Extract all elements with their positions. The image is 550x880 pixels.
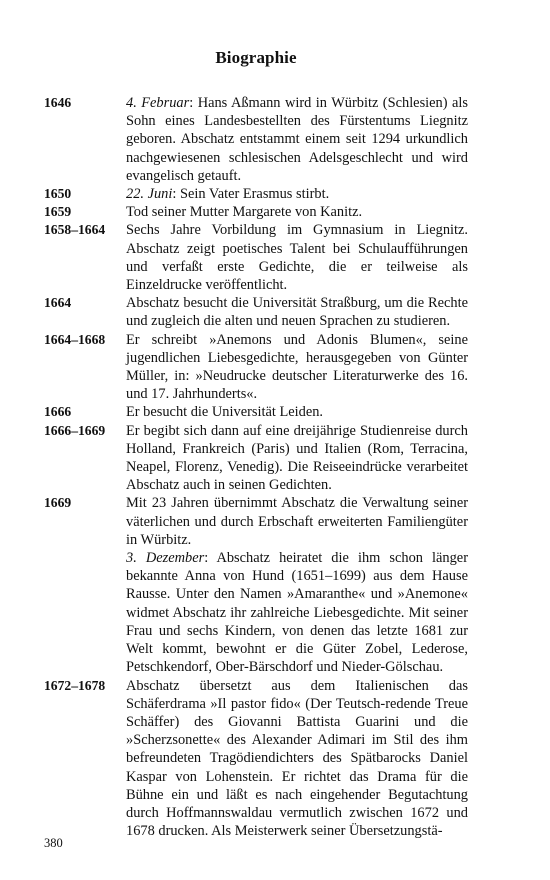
entry-paragraph-text: : Hans Aßmann wird in Würbitz (Schlesien) als Sohn eines Landesbestellten des Fürstentums Liegnitz geboren. Abschatz entstammt einem seit 1294 urkundlich nachgewiesenen schlesischen Adelsgeschlecht und wird evangelisch getauft. [126,95,468,184]
entry-paragraph-text: Sechs Jahre Vorbildung im Gymnasium in Liegnitz. Abschatz zeigt poetisches Talent bei Schulaufführungen und verfaßt erste Gedichte, die er teilweise als Einzeldrucke veröffentlicht. [126,222,468,294]
entry-paragraph [126,294,468,330]
entry-paragraph [126,422,468,495]
entry-year: 1666 [44,404,72,420]
entry-paragraph-text: : Sein Vater Erasmus stirbt. [172,186,330,203]
entry-paragraph [126,677,468,841]
entry-year: 1650 [44,186,72,202]
entry-paragraph [126,185,468,203]
biography-entry [44,677,468,841]
entry-paragraph-text: Er schreibt »Anemons und Adonis Blumen«, seine jugendlichen Liebesgedichte, herausgegeben von Günter Müller, in: »Neudrucke deutscher Literaturwerke des 16. und 17. Jahrhunderts«. [126,331,468,403]
biography-entry [44,203,468,221]
biography-entry [44,294,468,330]
entry-year: 1672–1678 [44,677,106,693]
entry-text [126,422,468,495]
entry-paragraph-text: Abschatz übersetzt aus dem Italienischen das Schäferdrama »Il pastor fido« (Der Teutsch-redende Treue Schäffer) des Giovanni Battista Guarini und die »Scherzsonette« des Alexander Adimari im Stil des ihm befreundeten Tragödiendichters des Spätbarocks Daniel Kaspar von Lohenstein. Er richtet das Drama für die Bühne ein und läßt es nach eingehender Begutachtung durch Hoffmannswaldau vermutlich zwischen 1672 und 1678 drucken. Als Meisterwerk seiner Übersetzungstä- [126,677,468,840]
entry-text [126,221,468,294]
entry-paragraph-text: : Abschatz heiratet die ihm schon länger bekannte Anna von Hund (1651–1699) aus dem Hause Rausse. Unter den Namen »Amaranthe« und »Anemone« widmet Abschatz ihr zahlreiche Liebesgedichte. Mit seiner Frau und sechs Kindern, von denen das letzte 1681 zur Welt kommt, bewohnt er die Güter Zobel, Lederose, Petschkendorf, Ober-Bärschdorf und Nieder-Gölschau. [126,550,468,676]
entry-paragraph [126,403,468,421]
entry-text [126,294,468,330]
entry-year: 1664 [44,295,72,311]
entry-text [126,677,468,841]
biography-entry [44,494,468,676]
biography-entry [44,94,468,185]
entry-paragraph-text: Tod seiner Mutter Margarete von Kanitz. [126,204,363,221]
entry-text [126,494,468,676]
biography-entry [44,403,468,421]
entry-year: 1646 [44,95,72,110]
entry-date-lead: 4. Februar [126,95,190,111]
page-number: 380 [44,836,63,850]
entry-text [126,203,468,221]
entry-paragraph-text: Er besucht die Universität Leiden. [126,404,324,421]
entry-paragraph-text: Mit 23 Jahren übernimmt Abschatz die Verwaltung seiner väterlichen und durch Erbschaft erweiterten Familiengüter in Würbitz. [126,495,468,548]
entry-year: 1669 [44,495,72,511]
entry-year: 1664–1668 [44,331,106,347]
entry-paragraph [126,221,468,294]
entry-paragraph [126,549,468,676]
entry-paragraph [126,203,468,221]
entry-paragraph [126,331,468,404]
entry-date-lead: 3. Dezember [126,550,205,567]
biography-entry [44,422,468,495]
entry-text [126,331,468,404]
biography-entry [44,185,468,203]
entry-paragraph [126,494,468,549]
biography-entry [44,221,468,294]
entry-paragraph [126,94,468,185]
entry-text [126,94,468,185]
entry-year: 1659 [44,204,72,220]
entry-text [126,403,468,421]
entry-text [126,185,468,203]
entry-year: 1666–1669 [44,422,106,438]
biography-entries [44,94,468,840]
page-title: Biographie [215,48,297,67]
entry-year: 1658–1664 [44,222,106,238]
entry-paragraph-text: Er begibt sich dann auf eine dreijährige Studienreise durch Holland, Frankreich (Paris) und Italien (Rom, Terracina, Neapel, Florenz, Venedig). Die Reiseeindrücke verarbeitet Abschatz auch in seinen Gedichten. [126,422,468,494]
entry-date-lead: 22. Juni [126,186,173,203]
biography-entry [44,331,468,404]
entry-paragraph-text: Abschatz besucht die Universität Straßburg, um die Rechte und zugleich die alten und neuen Sprachen zu studieren. [126,295,468,330]
